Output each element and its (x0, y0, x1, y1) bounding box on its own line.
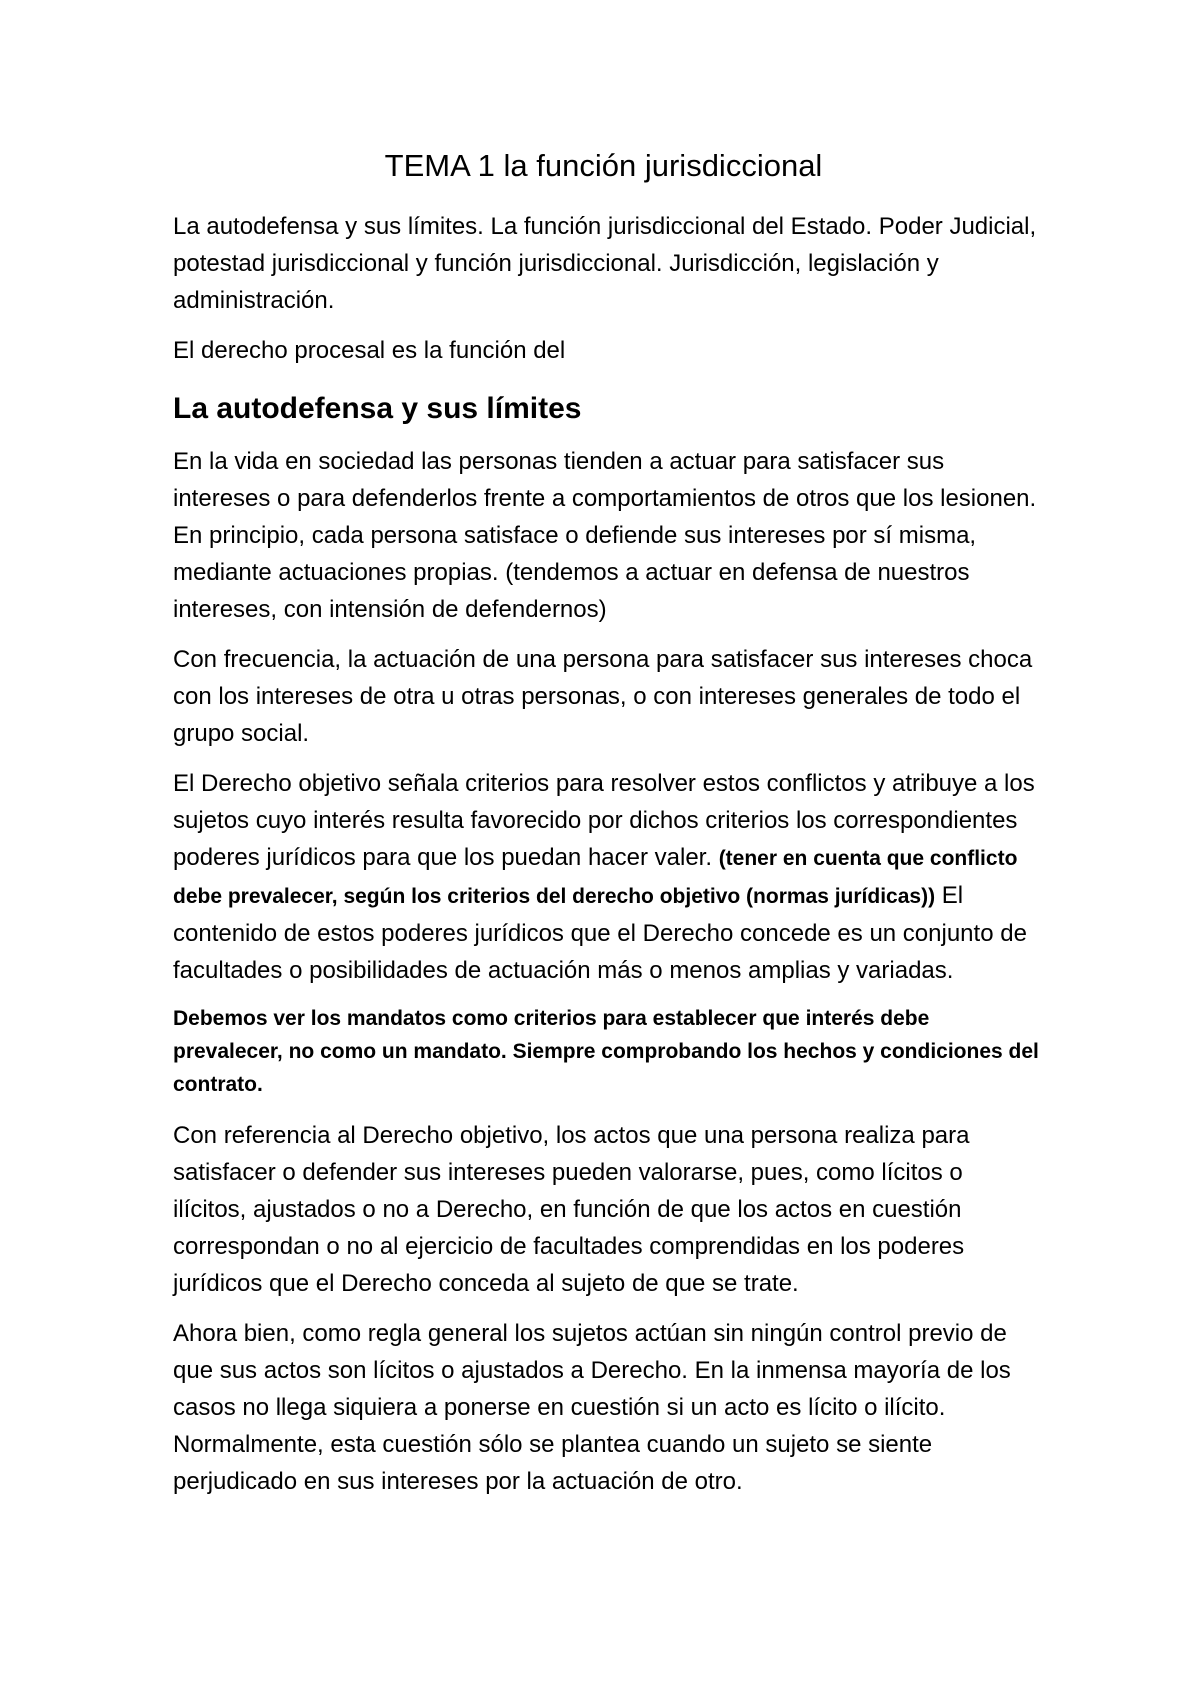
paragraph-1: En la vida en sociedad las personas tienden a actuar para satisfacer sus intereses o para defenderlos frente a comportamientos de otros que los lesionen. En principio, cada persona satisface o defiende sus intereses por sí misma, mediante actuaciones propias. (tendemos a actuar en defensa de nuestros intereses, con intensión de defendernos) (173, 448, 1037, 623)
document-title: TEMA 1 la función jurisdiccional (384, 148, 823, 183)
paragraph-2: Con frecuencia, la actuación de una persona para satisfacer sus intereses choca con los intereses de otra u otras personas, o con intereses generales de todo el grupo social. (173, 646, 1033, 747)
section-heading: La autodefensa y sus límites (173, 392, 582, 425)
paragraph-3-text-a: El Derecho objetivo señala criterios para resolver estos conflictos y atribuye a los sujetos cuyo interés resulta favorecido por dichos criterios los correspondientes poderes jurídicos para que los puedan hacer valer. (173, 770, 1035, 871)
paragraph-6: Ahora bien, como regla general los sujetos actúan sin ningún control previo de que sus actos son lícitos o ajustados a Derecho. En la inmensa mayoría de los casos no llega siquiera a ponerse en cuestión si un acto es lícito o ilícito. Normalmente, esta cuestión sólo se plantea cuando un sujeto se siente perjudicado en sus intereses por la actuación de otro. (173, 1320, 1011, 1495)
paragraph-3 (173, 765, 1040, 989)
paragraph-3-text-b: El contenido de estos poderes jurídicos que el Derecho concede es un conjunto de facultades o posibilidades de actuación más o menos amplias y variadas. (173, 882, 1027, 984)
paragraph-5: Con referencia al Derecho objetivo, los actos que una persona realiza para satisfacer o defender sus intereses pueden valorarse, pues, como lícitos o ilícitos, ajustados o no a Derecho, en función de que los actos en cuestión correspondan o no al ejercicio de facultades comprendidas en los poderes jurídicos que el Derecho conceda al sujeto de que se trate. (173, 1122, 970, 1297)
note-line: El derecho procesal es la función del (173, 337, 566, 364)
intro-paragraph: La autodefensa y sus límites. La función jurisdiccional del Estado. Poder Judicial, potestad jurisdiccional y función jurisdiccional. Jurisdicción, legislación y administración. (173, 213, 1037, 314)
bold-note-paragraph: Debemos ver los mandatos como criterios para establecer que interés debe prevalecer, no como un mandato. Siempre comprobando los hechos y condiciones del contrato. (173, 1007, 1039, 1096)
paragraph-3-bold-note: (tener en cuenta que conflicto debe prevalecer, según los criterios del derecho objetivo (normas jurídicas)) (173, 847, 1018, 908)
